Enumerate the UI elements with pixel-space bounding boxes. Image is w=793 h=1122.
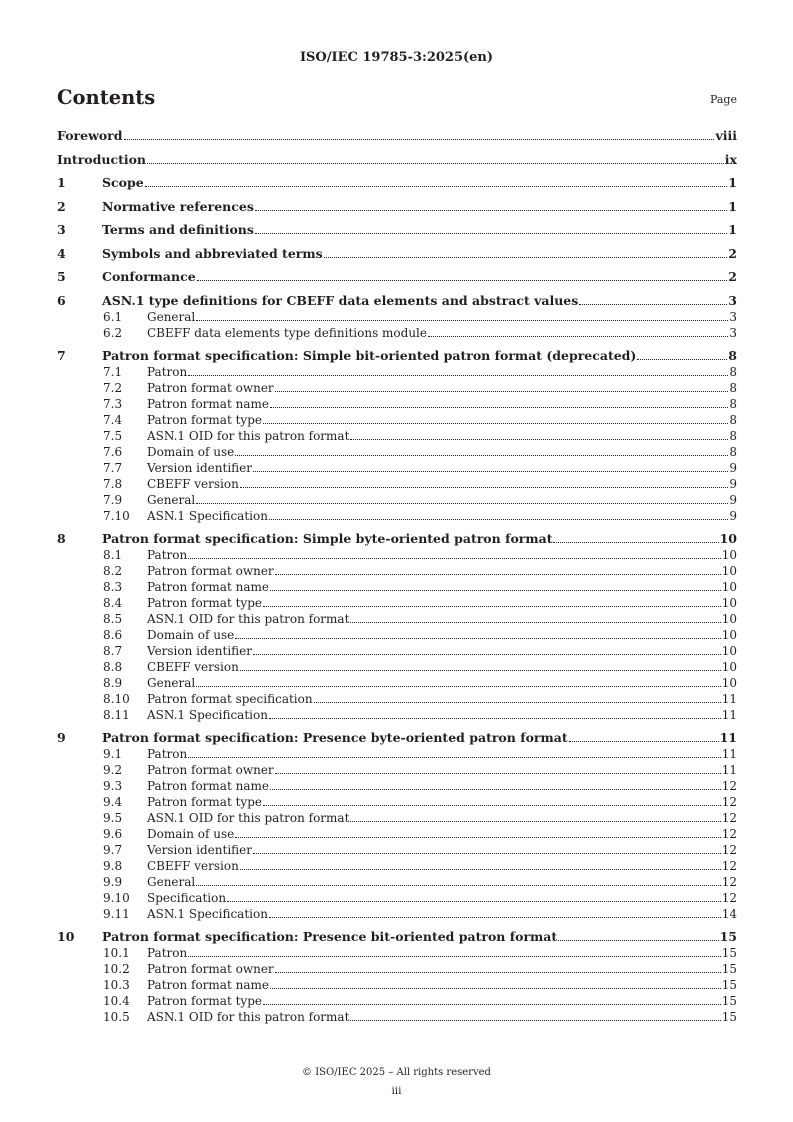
toc-entry-page: 12 [721,874,737,889]
toc-subentry[interactable] [57,643,737,659]
dot-leader [255,232,727,234]
toc-entry-number: 7.3 [103,396,123,411]
toc-entry-number: 8.4 [103,595,123,610]
toc-entry-title: Patron format specification: Presence bit-oriented patron format [102,928,558,944]
dot-leader [240,669,721,671]
toc-subentry[interactable] [57,707,737,723]
toc-subentry[interactable] [57,659,737,675]
toc-subentry[interactable] [57,961,737,977]
toc-entry-page: 8 [728,347,737,363]
toc-subentry[interactable] [57,810,737,826]
toc-entry-number: 6 [57,292,66,308]
dot-leader [196,319,728,321]
toc-entry-number: 8.7 [103,643,123,658]
toc-entry-page: 10 [721,595,737,610]
toc-section-group [57,293,737,341]
toc-entry-title: CBEFF version [147,659,239,674]
toc-subentry[interactable] [57,977,737,993]
toc-entry-page: 15 [721,961,737,976]
toc-subentry[interactable] [57,460,737,476]
document-id-header: ISO/IEC 19785-3:2025(en) [299,50,494,65]
toc-entry[interactable] [57,246,737,262]
dot-leader [270,788,721,790]
toc-entry[interactable] [57,293,737,309]
toc-entry[interactable] [57,730,737,746]
toc-entry-number: 7.6 [103,444,123,459]
toc-entry[interactable] [57,222,737,238]
toc-entry-number: 9.1 [103,746,123,761]
toc-entry-page: 11 [721,707,737,722]
toc-entry-page: 8 [729,380,737,395]
toc-entry-page: 12 [721,810,737,825]
toc-entry-page: 1 [728,222,737,237]
toc-entry-page: 10 [721,579,737,594]
toc-entry-page: 2 [728,269,737,284]
toc-entry-title: Conformance [102,269,196,284]
toc-entry-number: 4 [57,245,66,261]
toc-subentry[interactable] [57,627,737,643]
toc-entry-number: 8.1 [103,547,123,562]
toc-subentry[interactable] [57,412,737,428]
toc-entry-title: ASN.1 Specification [147,906,268,921]
toc-entry-title: Patron format owner [147,563,274,578]
toc-entry-title: Patron format specification: Simple bit-oriented patron format (deprecated) [102,347,637,363]
toc-entry-title: Terms and definitions [102,222,254,237]
dot-leader [558,939,718,941]
toc-entry-title: CBEFF data elements type definitions module [147,325,427,340]
toc-entry-title: General [147,309,196,324]
toc-entry-page: 14 [721,906,737,921]
dot-leader [350,621,720,623]
toc-entry-number: 7.10 [103,508,130,523]
toc-entry-page: 9 [729,460,737,475]
toc-subentry[interactable] [57,396,737,412]
toc-entry-title: Patron format name [147,977,269,992]
toc-entry-title: ASN.1 OID for this patron format [147,810,350,825]
toc-subentry[interactable] [57,826,737,842]
dot-leader [253,852,721,854]
toc-entry-number: 3 [57,222,66,237]
dot-leader [263,605,721,607]
dot-leader [270,987,721,989]
dot-leader [196,502,728,504]
toc-entry-title: CBEFF version [147,858,239,873]
toc-entry-page: 12 [721,842,737,857]
dot-leader [235,637,720,639]
toc-subentry[interactable] [57,444,737,460]
table-of-contents [57,128,737,1032]
dot-leader [227,900,721,902]
toc-section-group [57,730,737,922]
toc-subentry[interactable] [57,508,737,524]
dot-leader [350,1019,720,1021]
toc-entry-title: Scope [102,175,144,190]
dot-leader [275,573,721,575]
toc-entry-page: 15 [721,1009,737,1024]
toc-entry-title: Patron format name [147,579,269,594]
dot-leader [350,438,728,440]
toc-entry-number: 7.9 [103,492,123,507]
dot-leader [196,685,720,687]
toc-entry-number: 9.5 [103,810,123,825]
dot-leader [147,162,724,164]
dot-leader [263,422,728,424]
toc-entry-number: 8.10 [103,691,130,706]
toc-entry-title: Domain of use [147,826,235,841]
toc-entry-page: 11 [721,762,737,777]
toc-entry-number: 7 [57,347,66,363]
toc-entry-number: 7.8 [103,476,123,491]
toc-entry-page: 12 [721,778,737,793]
toc-entry-number: 9.8 [103,858,123,873]
toc-subentry[interactable] [57,874,737,890]
dot-leader [240,486,729,488]
toc-subentry[interactable] [57,492,737,508]
toc-subentry[interactable] [57,428,737,444]
toc-entry-page: 1 [728,198,737,214]
toc-entry-title: Normative references [102,198,254,214]
toc-entry-page: 3 [728,292,737,308]
toc-entry-title: ASN.1 OID for this patron format [147,428,350,443]
copyright-footer: © ISO/IEC 2025 – All rights reserved [302,1067,491,1078]
toc-entry[interactable] [57,128,737,144]
toc-entry[interactable] [57,348,737,364]
toc-entry-title: Patron format specification [147,691,313,706]
toc-subentry[interactable] [57,762,737,778]
toc-subentry[interactable] [57,380,737,396]
dot-leader [240,868,721,870]
toc-subentry[interactable] [57,890,737,906]
toc-entry-page: 11 [721,691,737,706]
dot-leader [188,756,721,758]
toc-entry-number: 6.2 [103,325,123,340]
toc-entry-page: 9 [729,508,737,523]
dot-leader [269,518,728,520]
toc-entry-page: ix [724,151,737,167]
toc-subentry[interactable] [57,691,737,707]
toc-section-group [57,531,737,723]
dot-leader [197,279,728,281]
toc-entry-title: Domain of use [147,444,235,459]
toc-entry[interactable] [57,152,737,168]
toc-entry-title: CBEFF version [147,476,239,491]
toc-entry-title: Specification [147,890,227,905]
toc-entry-number: 5 [57,269,66,284]
toc-entry-page: 8 [729,364,737,379]
toc-entry-title: Patron format type [147,794,262,809]
toc-entry-number: 9.4 [103,794,123,809]
toc-entry-title: Patron format name [147,778,269,793]
toc-entry-title: Patron format owner [147,762,274,777]
toc-entry-number: 7.1 [103,364,123,379]
toc-entry-page: viii [715,128,737,143]
toc-subentry[interactable] [57,364,737,380]
toc-entry-title: Patron [147,746,188,761]
toc-entry-number: 2 [57,198,66,214]
toc-entry-title: ASN.1 OID for this patron format [147,611,350,626]
toc-entry-title: ASN.1 type definitions for CBEFF data elements and abstract values [102,292,579,308]
dot-leader [270,406,728,408]
toc-entry-title: General [147,874,196,889]
toc-entry-title: Patron [147,945,188,960]
toc-entry-title: Version identifier [147,842,253,857]
dot-leader [275,390,729,392]
toc-entry-page: 12 [721,858,737,873]
dot-leader [145,185,728,187]
toc-subentry[interactable] [57,1009,737,1025]
dot-leader [188,557,721,559]
toc-subentry[interactable] [57,547,737,563]
dot-leader [235,454,728,456]
toc-entry-number: 10.3 [103,977,130,992]
toc-entry-page: 10 [721,643,737,658]
page-column-label: Page [709,93,737,106]
toc-entry-title: Patron format specification: Presence byte-oriented patron format [102,729,568,745]
toc-entry-title: Foreword [57,128,123,143]
toc-entry-page: 12 [721,794,737,809]
toc-entry-page: 15 [721,977,737,992]
toc-entry-title: ASN.1 Specification [147,707,268,722]
toc-entry-page: 1 [728,175,737,190]
toc-entry-title: Introduction [57,151,147,167]
toc-entry-title: Version identifier [147,460,253,475]
toc-entry-number: 8.5 [103,611,123,626]
dot-leader [255,209,727,211]
toc-subentry[interactable] [57,906,737,922]
toc-entry-title: Patron format type [147,412,262,427]
contents-title-row [57,86,737,112]
toc-entry-page: 12 [721,826,737,841]
toc-entry-title: Patron format type [147,595,262,610]
toc-subentry[interactable] [57,595,737,611]
toc-entry-number: 8.2 [103,563,123,578]
toc-entry-title: Patron format owner [147,380,274,395]
toc-subentry[interactable] [57,778,737,794]
toc-entry-page: 15 [721,993,737,1008]
dot-leader [263,1003,721,1005]
toc-entry-page: 8 [729,428,737,443]
dot-leader [263,804,721,806]
toc-entry-title: Patron [147,547,188,562]
toc-subentry[interactable] [57,794,737,810]
toc-entry-page: 10 [721,659,737,674]
toc-entry-page: 8 [729,412,737,427]
toc-entry-number: 6.1 [103,309,123,324]
toc-entry-title: General [147,675,196,690]
toc-entry-title: Patron [147,364,188,379]
dot-leader [350,820,720,822]
toc-entry-number: 8.8 [103,659,123,674]
toc-entry-number: 9.2 [103,762,123,777]
toc-entry-title: ASN.1 Specification [147,508,268,523]
dot-leader [428,335,728,337]
toc-entry[interactable] [57,199,737,215]
toc-entry-number: 1 [57,175,66,190]
toc-entry-title: Symbols and abbreviated terms [102,245,323,261]
toc-entry-page: 10 [719,530,737,546]
toc-entry-number: 7.2 [103,380,123,395]
toc-subentry[interactable] [57,858,737,874]
dot-leader [124,138,715,140]
page-number: iii [391,1085,402,1097]
toc-subentry[interactable] [57,325,737,341]
toc-entry-page: 9 [729,476,737,491]
toc-entry-title: Patron format owner [147,961,274,976]
toc-entry-number: 9.7 [103,842,123,857]
dot-leader [253,470,728,472]
toc-entry-title: Version identifier [147,643,253,658]
toc-entry-number: 8.3 [103,579,123,594]
toc-entry-page: 9 [729,492,737,507]
dot-leader [579,303,727,305]
toc-subentry[interactable] [57,842,737,858]
toc-entry-title: ASN.1 OID for this patron format [147,1009,350,1024]
toc-entry-page: 10 [721,611,737,626]
toc-section-group [57,929,737,1025]
toc-entry-page: 8 [729,444,737,459]
toc-entry-number: 10.5 [103,1009,130,1024]
toc-entry-number: 10.1 [103,945,130,960]
toc-entry-number: 9 [57,729,66,745]
toc-entry-page: 11 [719,729,737,745]
toc-subentry[interactable] [57,611,737,627]
toc-subentry[interactable] [57,579,737,595]
toc-entry-number: 8.6 [103,627,123,642]
toc-entry-page: 10 [721,547,737,562]
dot-leader [314,701,721,703]
dot-leader [235,836,720,838]
toc-entry-title: Patron format name [147,396,269,411]
dot-leader [553,541,718,543]
dot-leader [270,589,721,591]
toc-entry-title: Patron format type [147,993,262,1008]
dot-leader [275,971,721,973]
dot-leader [269,717,721,719]
toc-entry-number: 9.6 [103,826,123,841]
toc-entry-title: Domain of use [147,627,235,642]
toc-subentry[interactable] [57,993,737,1009]
toc-subentry[interactable] [57,746,737,762]
toc-entry-title: General [147,492,196,507]
toc-subentry[interactable] [57,563,737,579]
toc-entry-page: 11 [721,746,737,761]
toc-subentry[interactable] [57,675,737,691]
toc-entry-number: 9.3 [103,778,123,793]
toc-entry[interactable] [57,175,737,191]
toc-entry-page: 15 [719,928,737,944]
toc-entry-page: 8 [729,396,737,411]
dot-leader [275,772,721,774]
toc-entry-number: 8.11 [103,707,130,722]
toc-entry-number: 10.2 [103,961,130,976]
toc-section-group [57,348,737,524]
dot-leader [324,256,728,258]
toc-entry-page: 3 [729,325,737,340]
toc-entry-number: 10 [57,928,75,944]
toc-entry-number: 8.9 [103,675,123,690]
toc-entry-page: 10 [721,627,737,642]
toc-entry-page: 10 [721,675,737,690]
toc-entry-number: 7.5 [103,428,123,443]
dot-leader [188,374,728,376]
toc-entry-number: 10.4 [103,993,130,1008]
toc-subentry[interactable] [57,476,737,492]
page-title: Contents [57,86,156,109]
dot-leader [569,740,719,742]
toc-entry-title: Patron format specification: Simple byte-oriented patron format [102,530,553,546]
toc-entry-number: 9.9 [103,874,123,889]
toc-subentry[interactable] [57,945,737,961]
dot-leader [253,653,721,655]
toc-entry-number: 9.10 [103,890,130,905]
dot-leader [269,916,721,918]
toc-entry-page: 15 [721,945,737,960]
toc-entry-page: 3 [729,309,737,324]
toc-entry-number: 7.7 [103,460,123,475]
toc-entry[interactable] [57,531,737,547]
toc-subentry[interactable] [57,309,737,325]
dot-leader [188,955,721,957]
dot-leader [196,884,720,886]
toc-entry[interactable] [57,269,737,285]
toc-entry-page: 2 [728,245,737,261]
toc-entry[interactable] [57,929,737,945]
toc-entry-page: 10 [721,563,737,578]
toc-entry-number: 8 [57,530,66,546]
toc-entry-number: 7.4 [103,412,123,427]
dot-leader [637,358,727,360]
toc-entry-number: 9.11 [103,906,130,921]
toc-entry-page: 12 [721,890,737,905]
